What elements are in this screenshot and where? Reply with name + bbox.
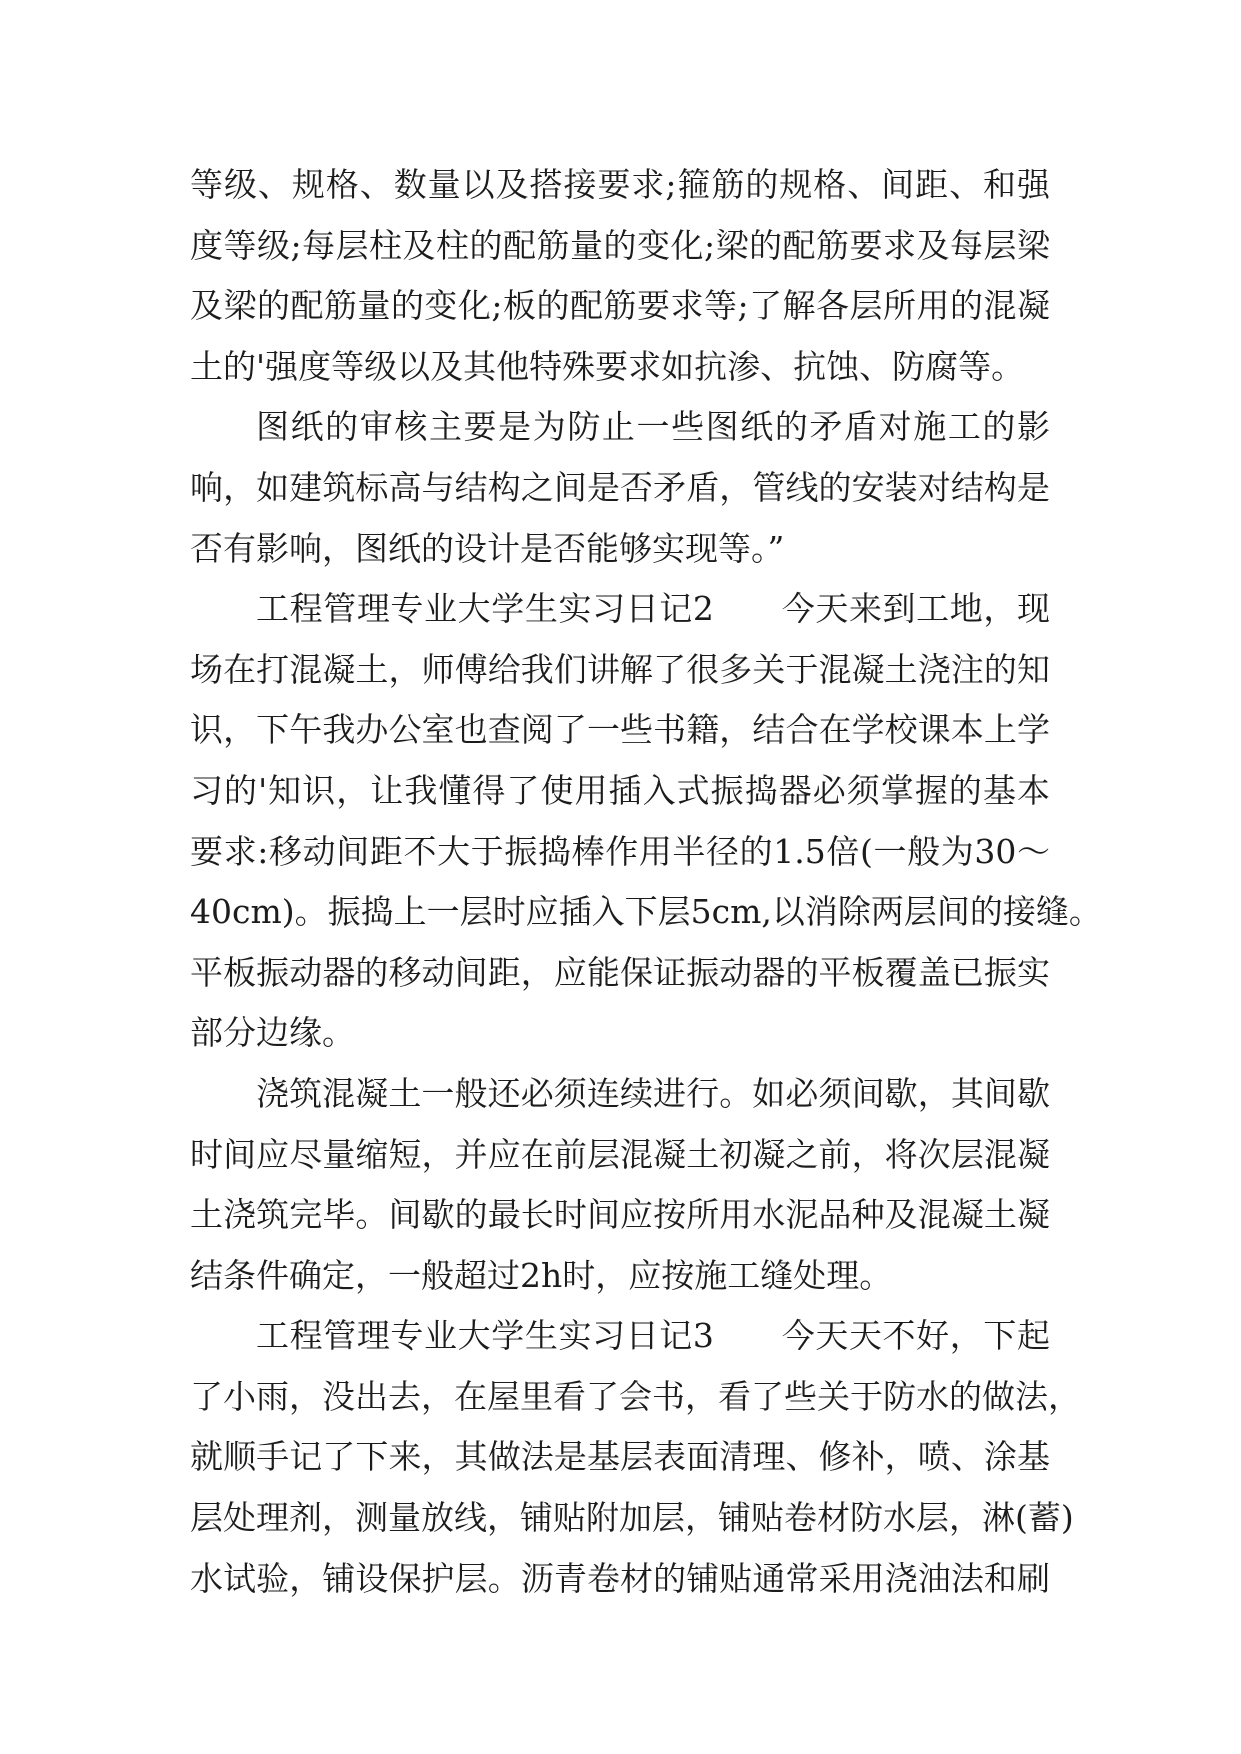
text-line: 土的'强度等级以及其他特殊要求如抗渗、抗蚀、防腐等。 — [190, 346, 1025, 386]
text-line: 浇筑混凝土一般还必须连续进行。如必须间歇，其间歇 — [256, 1073, 1050, 1113]
text-line: 结条件确定，一般超过2h时，应按施工缝处理。 — [190, 1255, 893, 1295]
document-body — [190, 155, 1102, 1609]
text-line: 等级、规格、数量以及搭接要求;箍筋的规格、间距、和强 — [190, 165, 1050, 204]
text-line: 识，下午我办公室也查阅了一些书籍，结合在学校课本上学 — [190, 710, 1050, 750]
text-line: 土浇筑完毕。间歇的最长时间应按所用水泥品种及混凝土凝 — [190, 1195, 1050, 1235]
text-line: 度等级;每层柱及柱的配筋量的变化;梁的配筋要求及每层梁 — [190, 225, 1050, 265]
text-line: 响，如建筑标高与结构之间是否矛盾，管线的安装对结构是 — [190, 467, 1050, 507]
text-line: 了小雨，没出去，在屋里看了会书，看了些关于防水的做法， — [190, 1376, 1081, 1416]
text-line: 部分边缘。 — [190, 1013, 355, 1053]
text-line: 要求:移动间距不大于振捣棒作用半径的1.5倍(一般为30～ — [190, 831, 1050, 871]
text-line: 时间应尽量缩短，并应在前层混凝土初凝之前，将次层混凝 — [190, 1134, 1050, 1174]
diary-heading-line: 工程管理专业大学生实习日记2 今天来到工地，现 — [256, 589, 1050, 629]
text-line: 就顺手记了下来，其做法是基层表面清理、修补，喷、涂基 — [190, 1437, 1050, 1477]
text-line: 习的'知识，让我懂得了使用插入式振捣器必须掌握的基本 — [190, 770, 1050, 810]
text-line: 及梁的配筋量的变化;板的配筋要求等;了解各层所用的混凝 — [190, 286, 1050, 326]
diary-heading-line: 工程管理专业大学生实习日记3 今天天不好，下起 — [256, 1316, 1050, 1356]
text-line: 否有影响，图纸的设计是否能够实现等。” — [190, 528, 785, 568]
text-line: 图纸的审核主要是为防止一些图纸的矛盾对施工的影 — [256, 407, 1050, 447]
text-line: 水试验，铺设保护层。沥青卷材的铺贴通常采用浇油法和刷 — [190, 1558, 1050, 1598]
text-line: 层处理剂，测量放线，铺贴附加层，铺贴卷材防水层，淋(蓄) — [190, 1498, 1074, 1538]
text-line: 场在打混凝土，师傅给我们讲解了很多关于混凝土浇注的知 — [190, 649, 1050, 689]
text-line: 平板振动器的移动间距，应能保证振动器的平板覆盖已振实 — [190, 952, 1050, 992]
text-line: 40cm)。振捣上一层时应插入下层5cm,以消除两层间的接缝。 — [190, 892, 1102, 932]
